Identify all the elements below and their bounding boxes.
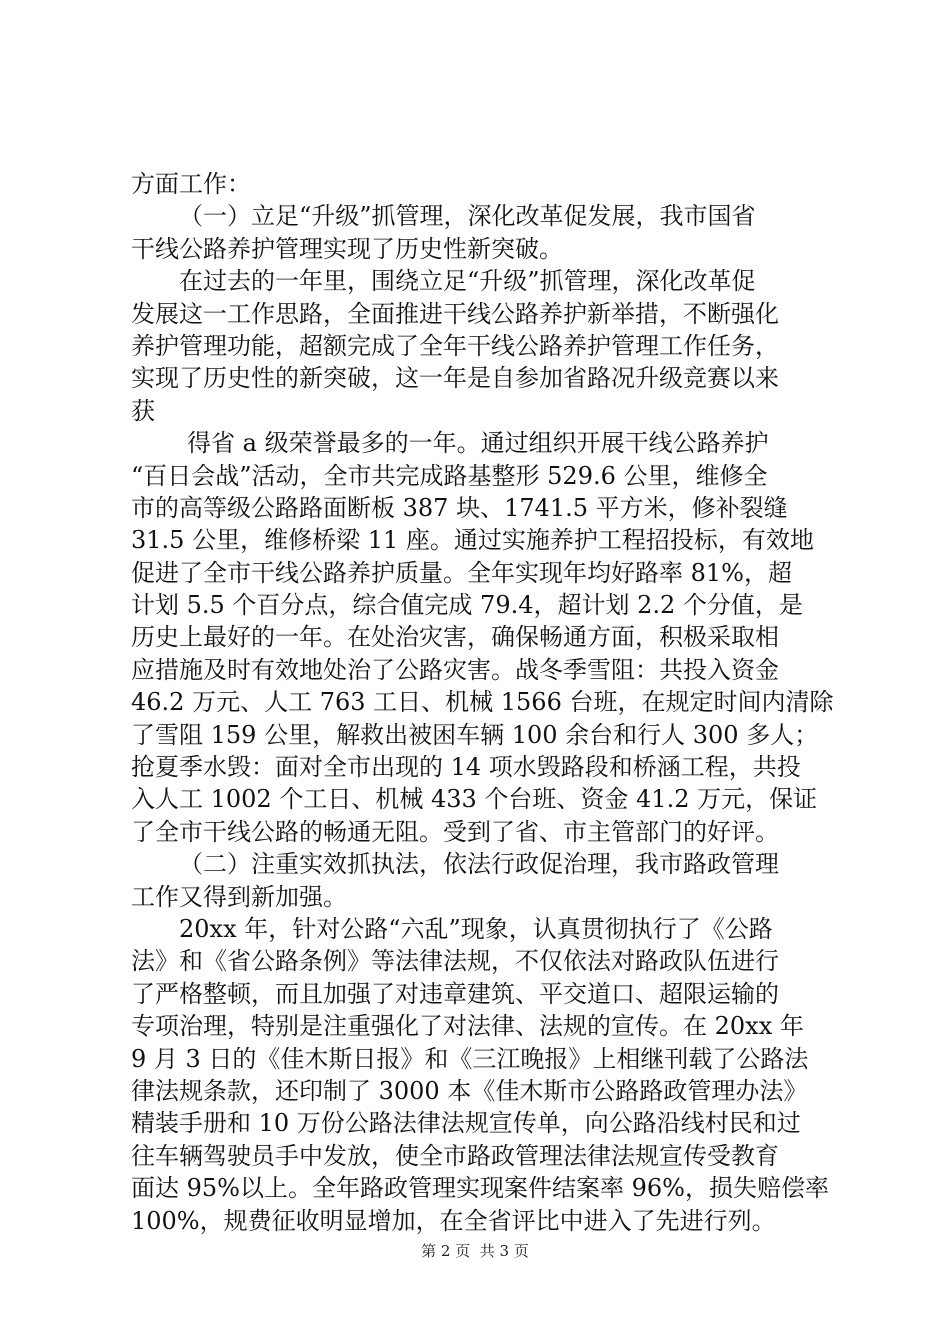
- text-line: 干线公路养护管理实现了历史性新突破。: [131, 234, 563, 263]
- text-line: 往车辆驾驶员手中发放，使全市路政管理法律法规宣传受教育: [131, 1141, 779, 1170]
- text-line: 了雪阻 159 公里，解救出被困车辆 100 余台和行人 300 多人；: [131, 720, 819, 749]
- text-line: 发展这一工作思路，全面推进干线公路养护新举措，不断强化: [131, 299, 779, 328]
- text-line: 市的高等级公路路面断板 387 块、1741.5 平方米，修补裂缝: [131, 493, 788, 522]
- text-line: 法》和《省公路条例》等法律法规，不仅依法对路政队伍进行: [131, 947, 779, 976]
- text-line: 抢夏季水毁：面对全市出现的 14 项水毁路段和桥涵工程，共投: [131, 753, 801, 782]
- text-line: 专项治理，特别是注重强化了对法律、法规的宣传。在 20xx 年: [131, 1012, 804, 1041]
- text-line: 9 月 3 日的《佳木斯日报》和《三江晚报》上相继刊载了公路法: [131, 1044, 809, 1073]
- text-line: 了全市干线公路的畅通无阻。受到了省、市主管部门的好评。: [131, 817, 779, 846]
- text-line: 得省 a 级荣誉最多的一年。通过组织开展干线公路养护: [187, 429, 769, 458]
- text-line: 46.2 万元、人工 763 工日、机械 1566 台班，在规定时间内清除: [131, 688, 834, 717]
- text-line: （一）立足“升级”抓管理，深化改革促发展，我市国省: [179, 202, 756, 231]
- text-line: 31.5 公里，维修桥梁 11 座。通过实施养护工程招投标，有效地: [131, 526, 814, 555]
- text-line: 入人工 1002 个工日、机械 433 个台班、资金 41.2 万元，保证: [131, 785, 818, 814]
- text-line: 获: [131, 396, 155, 425]
- text-line: 面达 95%以上。全年路政管理实现案件结案率 96%，损失赔偿率: [131, 1174, 829, 1203]
- text-line: 20xx 年，针对公路“六乱”现象，认真贯彻执行了《公路: [179, 914, 773, 943]
- text-line: 在过去的一年里，围绕立足“升级”抓管理，深化改革促: [179, 267, 756, 296]
- text-line: “百日会战”活动，全市共完成路基整形 529.6 公里，维修全: [131, 461, 768, 490]
- text-line: 律法规条款，还印制了 3000 本《佳木斯市公路路政管理办法》: [131, 1076, 808, 1105]
- text-line: 实现了历史性的新突破，这一年是自参加省路况升级竞赛以来: [131, 364, 779, 393]
- page-footer: [0, 1240, 950, 1261]
- document-body: [131, 168, 834, 1237]
- text-line: 100%，规费征收明显增加，在全省评比中进入了先进行列。: [131, 1206, 776, 1235]
- text-line: 工作又得到新加强。: [131, 882, 347, 911]
- text-line: （二）注重实效抓执法，依法行政促治理，我市路政管理: [179, 850, 779, 879]
- text-line: 应措施及时有效地处治了公路灾害。战冬季雪阻：共投入资金: [131, 655, 779, 684]
- text-line: 历史上最好的一年。在处治灾害，确保畅通方面，积极采取相: [131, 623, 779, 652]
- page-number-label: 第 2 页 共 3 页: [421, 1242, 529, 1260]
- text-line: 养护管理功能，超额完成了全年干线公路养护管理工作任务，: [131, 331, 779, 360]
- text-line: 了严格整顿，而且加强了对违章建筑、平交道口、超限运输的: [131, 979, 779, 1008]
- text-line: 促进了全市干线公路养护质量。全年实现年均好路率 81%，超: [131, 558, 792, 587]
- text-line: 计划 5.5 个百分点，综合值完成 79.4，超计划 2.2 个分值，是: [131, 591, 803, 620]
- text-line: 方面工作：: [131, 170, 251, 198]
- text-line: 精装手册和 10 万份公路法律法规宣传单，向公路沿线村民和过: [131, 1109, 801, 1138]
